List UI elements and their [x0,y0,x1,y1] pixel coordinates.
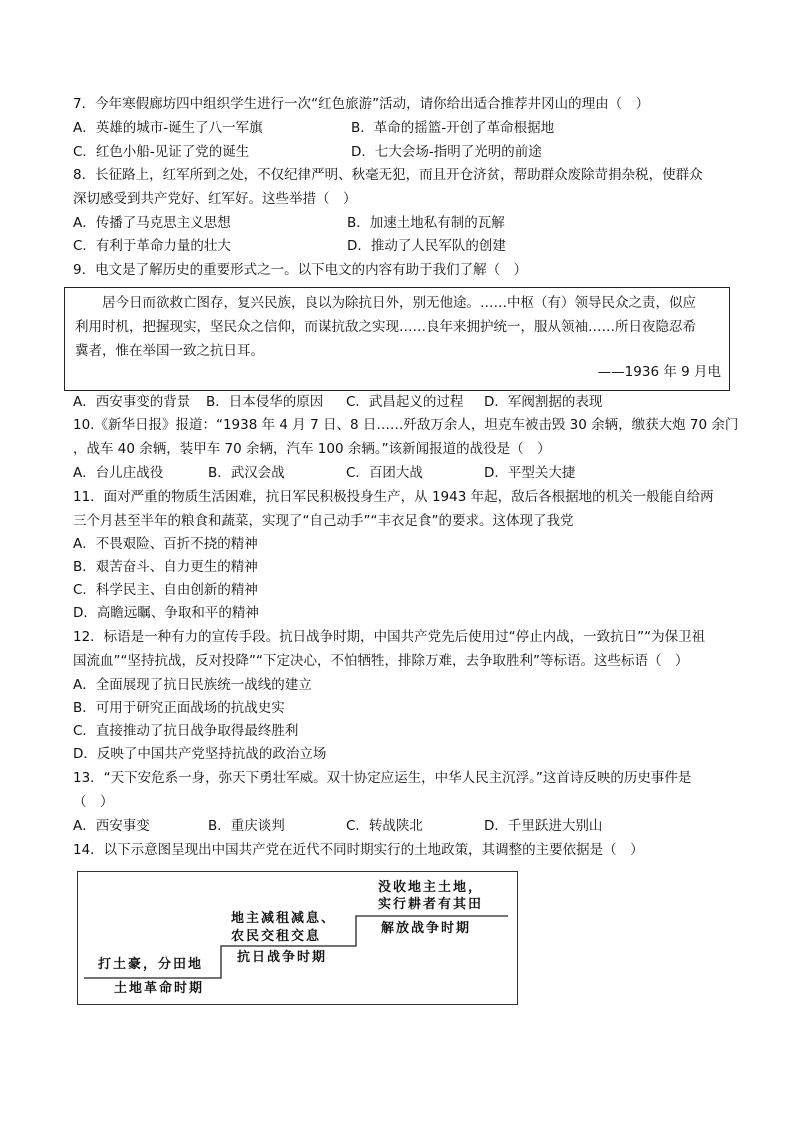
q11-stem-line2: 三个月甚至半年的粮食和蔬菜，实现了“自己动手”“丰衣足食”的要求。这体现了我党 [73,513,574,529]
q8-option-b: B．加速土地私有制的瓦解 [347,215,505,231]
q14-stem: 14．以下示意图呈现出中国共产党在近代不同时期实行的土地政策，其调整的主要依据是（ ） [73,842,644,858]
q13-option-d: D．千里跃进大别山 [484,818,603,834]
q12-option-b: B．可用于研究正面战场的抗战史实 [73,700,285,716]
q12-stem-line1: 12．标语是一种有力的宣传手段。抗日战争时期，中国共产党先后使用过“停止内战，一致抗日”“为保卫祖 [73,629,706,645]
q11-stem-line1: 11．面对严重的物质生活困难，抗日军民积极投身生产，从 1943 年起，敌后各根据地的机关一般能自给两 [73,489,714,505]
q7-option-d: D．七大会场-指明了光明的前途 [351,144,542,160]
q13-option-c: C．转战陕北 [346,818,423,834]
step3-policy-line1: 没收地主土地， [378,880,484,895]
step1-policy: 打土豪，分田地 [98,957,204,972]
q9-quote-line1: 居今日而欲救亡图存，复兴民族，良以为除抗日外，别无他途。……中枢（有）领导民众之责，似应 [75,295,696,311]
q8-option-d: D．推动了人民军队的创建 [347,238,506,254]
q10-option-c: C．百团大战 [346,465,423,481]
q13-option-a: A．西安事变 [73,818,150,834]
step2-policy-line1: 地主减租减息、 [231,911,337,926]
q9-quote-source: ——1936 年 9 月电 [597,364,721,380]
q9-option-c: C．武昌起义的过程 [346,394,464,410]
q12-option-a: A．全面展现了抗日民族统一战线的建立 [73,677,312,693]
q9-option-a: A．西安事变的背景 [73,394,191,410]
step3-policy-line2: 实行耕者有其田 [378,897,484,912]
q11-option-d: D．高瞻远瞩、争取和平的精神 [73,605,259,621]
q10-option-b: B．武汉会战 [208,465,285,481]
land-policy-diagram [77,871,518,1005]
q7-stem: 7．今年寒假廊坊四中组织学生进行一次“红色旅游”活动，请你给出适合推荐井冈山的理由（ ） [73,96,650,112]
step3-period: 解放战争时期 [381,921,472,936]
q9-stem: 9．电文是了解历史的重要形式之一。以下电文的内容有助于我们了解（ ） [73,262,528,278]
q9-quote-line2: 利用时机，把握现实，坚民众之信仰，而谋抗敌之实现……良年来拥护统一，服从领袖……所日夜隐忍希 [75,319,696,335]
q12-option-d: D．反映了中国共产党坚持抗战的政治立场 [73,746,327,762]
q9-quote-box [64,287,730,391]
q11-option-c: C．科学民主、自由创新的精神 [73,582,258,598]
step2-policy-line2: 农民交租交息 [231,929,322,944]
q10-stem-line1: 10.《新华日报》报道：“1938 年 4 月 7 日、8 日……歼敌万余人，坦克车被击毁 30 余辆，缴获大炮 70 余门 [73,417,739,433]
q8-stem-line2: 深切感受到共产党好、红军好。这些举措（ ） [73,191,357,207]
q8-option-a: A．传播了马克思主义思想 [73,215,231,231]
q13-option-b: B．重庆谈判 [208,818,285,834]
q8-option-c: C．有利于革命力量的壮大 [73,238,231,254]
q7-option-b: B．革命的摇篮-开创了革命根据地 [351,120,555,136]
q9-option-d: D．军阀割据的表现 [484,394,603,410]
q12-option-c: C．直接推动了抗日战争取得最终胜利 [73,723,299,739]
q11-option-a: A．不畏艰险、百折不挠的精神 [73,536,258,552]
step1-period: 土地革命时期 [114,981,205,996]
step2-period: 抗日战争时期 [237,950,328,965]
q9-option-b: B．日本侵华的原因 [206,394,324,410]
q13-stem-line1: 13．“天下安危系一身，弥天下勇壮军威。双十协定应运生，中华人民主沉浮。”这首诗反映的历史事件是 [73,770,692,786]
q9-quote-line3: 冀者，惟在举国一致之抗日耳。 [75,343,264,359]
q10-option-d: D．平型关大捷 [484,465,576,481]
q12-stem-line2: 国流血”“坚持抗战，反对投降”“下定决心，不怕牺牲，排除万难，去争取胜利”等标语。这些标语（ ） [73,653,689,669]
q13-stem-line2: （ ） [73,794,114,810]
q7-option-c: C．红色小船-见证了党的诞生 [73,144,250,160]
q7-option-a: A．英雄的城市-诞生了八一军旗 [73,120,263,136]
q11-option-b: B．艰苦奋斗、自力更生的精神 [73,559,258,575]
q10-option-a: A．台儿庄战役 [73,465,164,481]
q8-stem-line1: 8．长征路上，红军所到之处，不仅纪律严明、秋毫无犯，而且开仓济贫，帮助群众废除苛捐杂税，使群众 [73,167,703,183]
q10-stem-line2: ，战车 40 余辆，装甲车 70 余辆，汽车 100 余辆。”该新闻报道的战役是（ ） [73,441,551,457]
